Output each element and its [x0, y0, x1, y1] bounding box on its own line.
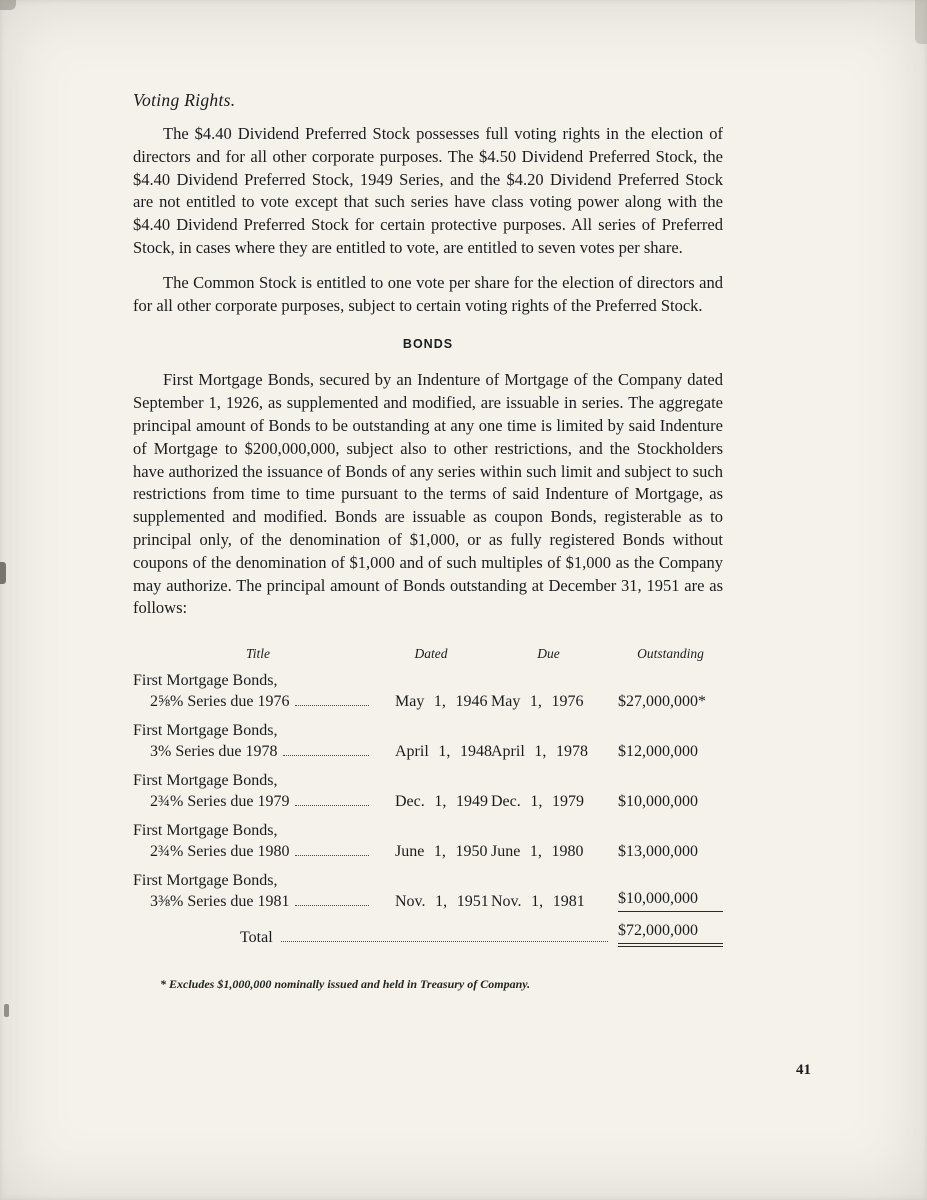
dot-leader: [283, 755, 369, 756]
page-content: [133, 90, 723, 992]
scan-artifact-left-edge-2: [4, 1004, 9, 1017]
dot-leader: [281, 941, 608, 942]
bond-title-line2: 2⅝% Series due 1976: [150, 693, 290, 711]
voting-rights-heading: Voting Rights.: [133, 90, 236, 110]
bonds-paragraph: First Mortgage Bonds, secured by an Indenture of Mortgage of the Company dated September 1, 1926, as supplemented and modified, are issuable in series. The aggregate principal amount of Bonds to be outstanding at any one time is limited by said Indenture of Mortgage to $200,000,000, subject also to other restrictions, and the Stockholders have authorized the issuance of Bonds of any series within such limit and subject to such restrictions from time to time pursuant to the terms of said Indenture of Mortgage, as supplemented and modified. Bonds are issuable as coupon Bonds, registerable as to principal only, of the denomination of $1,000, or as fully registered Bonds without coupons of the denomination of $1,000 and of such multiples of $1,000 as the Company may authorize. The principal amount of Bonds outstanding at December 31, 1951 are as follows:: [133, 370, 723, 618]
page-number: 41: [796, 1062, 811, 1078]
bond-outstanding: $27,000,000*: [618, 693, 706, 711]
bond-due: April 1, 1978: [491, 743, 588, 761]
bond-title-line2: 3% Series due 1978: [150, 743, 278, 761]
bond-dated: Nov. 1, 1951: [395, 893, 489, 911]
dot-leader: [295, 805, 369, 806]
table-row: [133, 670, 723, 712]
dot-leader: [295, 705, 369, 706]
bonds-section-heading: BONDS: [402, 337, 454, 352]
scan-artifact-left-edge: [0, 562, 6, 584]
table-row: [133, 770, 723, 812]
dot-leader: [295, 855, 369, 856]
voting-rights-paragraph-2: The Common Stock is entitled to one vote per share for the election of directors and for all other corporate purposes, subject to certain voting rights of the Preferred Stock.: [133, 272, 723, 315]
bond-outstanding: $13,000,000: [618, 843, 698, 861]
bond-title-line2: 3⅜% Series due 1981: [150, 893, 290, 911]
column-header-outstanding: Outstanding: [637, 646, 704, 662]
bond-dated: April 1, 1948: [395, 743, 492, 761]
table-row: [133, 870, 723, 912]
bond-due: May 1, 1976: [491, 693, 584, 711]
bonds-table-header: [133, 646, 723, 662]
bond-title-line1: First Mortgage Bonds,: [133, 872, 278, 890]
bond-due: Dec. 1, 1979: [491, 793, 584, 811]
total-outstanding: $72,000,000: [618, 920, 723, 947]
voting-rights-paragraph-1: The $4.40 Dividend Preferred Stock possesses full voting rights in the election of directors and for all other corporate purposes. The $4.50 Dividend Preferred Stock, the $4.40 Dividend Preferred Stock, 1949 Series, and the $4.20 Dividend Preferred Stock are not entitled to vote except that such series have class voting power along with the $4.40 Dividend Preferred Stock for certain protective purposes. All series of Preferred Stock, in cases where they are entitled to vote, are entitled to seven votes per share.: [133, 124, 723, 257]
dot-leader: [295, 905, 369, 906]
column-header-title: Title: [245, 646, 270, 662]
bond-due: June 1, 1980: [491, 843, 584, 861]
bond-title-line1: First Mortgage Bonds,: [133, 672, 278, 690]
bond-title-line1: First Mortgage Bonds,: [133, 772, 278, 790]
table-row: [133, 720, 723, 762]
bond-dated: June 1, 1950: [395, 843, 488, 861]
bond-title-line2: 2¾% Series due 1979: [150, 793, 290, 811]
total-label: Total: [240, 929, 273, 947]
footnote: * Excludes $1,000,000 nominally issued and held in Treasury of Company.: [160, 977, 531, 992]
bond-outstanding: $10,000,000: [618, 793, 698, 811]
scan-artifact-top-left: [0, 0, 16, 10]
bond-due: Nov. 1, 1981: [491, 893, 585, 911]
column-header-due: Due: [537, 646, 560, 662]
bond-title-line2: 2¾% Series due 1980: [150, 843, 290, 861]
bond-dated: Dec. 1, 1949: [395, 793, 488, 811]
bonds-table: [133, 646, 723, 947]
column-header-dated: Dated: [414, 646, 448, 662]
bond-title-line1: First Mortgage Bonds,: [133, 822, 278, 840]
bond-dated: May 1, 1946: [395, 693, 488, 711]
table-total-row: [133, 920, 723, 947]
table-row: [133, 820, 723, 862]
bond-outstanding: $10,000,000: [618, 888, 723, 912]
scan-artifact-top-right: [915, 0, 927, 44]
bond-title-line1: First Mortgage Bonds,: [133, 722, 278, 740]
bond-outstanding: $12,000,000: [618, 743, 698, 761]
